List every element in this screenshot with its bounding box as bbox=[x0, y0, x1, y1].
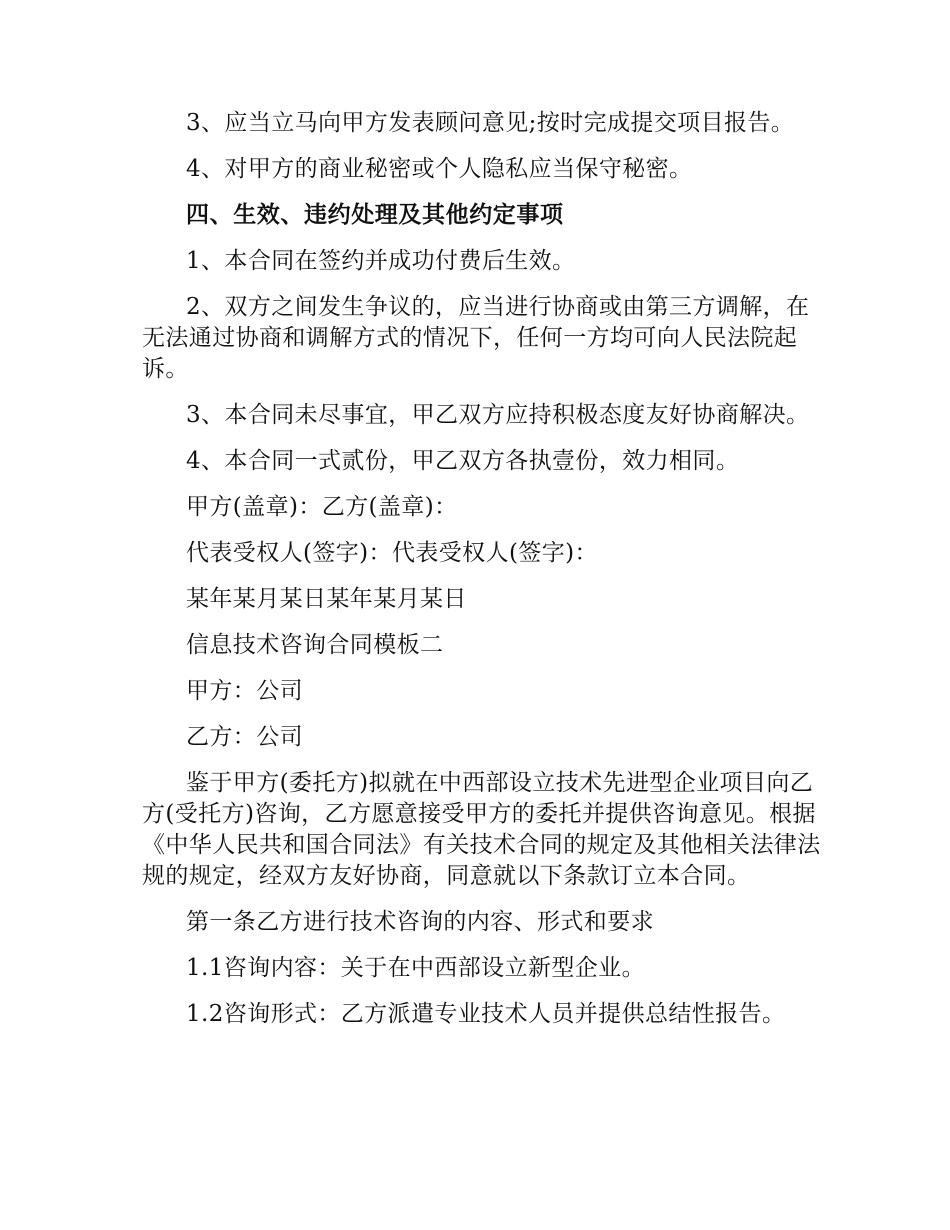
paragraph-date-line: 某年某月某日某年某月某日 bbox=[186, 586, 467, 612]
paragraph-effect-1: 1、本合同在签约并成功付费后生效。 bbox=[186, 248, 576, 274]
paragraph-dispute-2: 2、双方之间发生争议的，应当进行协商或由第三方调解，在无法通过协商和调解方式的情况下，任何一方均可向人民法院起诉。 bbox=[142, 294, 810, 382]
clause-1-2: 1.2咨询形式：乙方派遣专业技术人员并提供总结性报告。 bbox=[186, 1001, 786, 1027]
party-a-line: 甲方：公司 bbox=[186, 678, 303, 704]
paragraph-copies-4: 4、本合同一式贰份，甲乙双方各执壹份，效力相同。 bbox=[186, 448, 740, 474]
template-two-title: 信息技术咨询合同模板二 bbox=[186, 632, 444, 658]
paragraph-unresolved-3: 3、本合同未尽事宜，甲乙双方应持积极态度友好协商解决。 bbox=[186, 402, 810, 428]
document-body bbox=[142, 108, 832, 1030]
article-one-title: 第一条乙方进行技术咨询的内容、形式和要求 bbox=[186, 909, 654, 935]
paragraph-obligation-4: 4、对甲方的商业秘密或个人隐私应当保守秘密。 bbox=[186, 156, 693, 182]
paragraph-seal-line: 甲方(盖章)：乙方(盖章)： bbox=[186, 494, 458, 520]
section-heading-four: 四、生效、违约处理及其他约定事项 bbox=[186, 202, 564, 228]
party-b-line: 乙方：公司 bbox=[186, 724, 303, 750]
clause-1-1: 1.1咨询内容：关于在中西部设立新型企业。 bbox=[186, 955, 645, 981]
paragraph-obligation-3: 3、应当立马向甲方发表顾问意见;按时完成提交项目报告。 bbox=[186, 110, 795, 136]
paragraph-signature-line: 代表受权人(签字)：代表受权人(签字)： bbox=[186, 540, 598, 566]
paragraph-preamble: 鉴于甲方(委托方)拟就在中西部设立技术先进型企业项目向乙方(受托方)咨询，乙方愿意接受甲方的委托并提供咨询意见。根据《中华人民共和国合同法》有关技术合同的规定及其他相关法律法规的规定，经双方友好协商，同意就以下条款订立本合同。 bbox=[142, 770, 821, 889]
